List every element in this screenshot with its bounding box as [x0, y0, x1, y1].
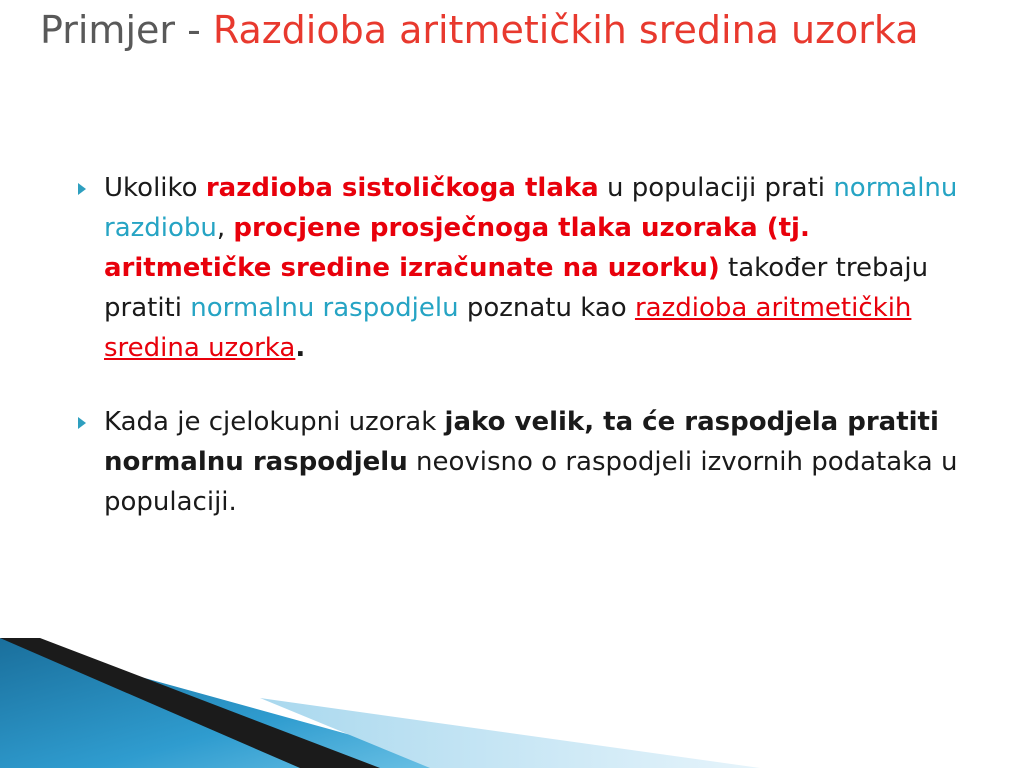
triangle-bullet-icon	[78, 417, 86, 429]
hyperlink-razdioba[interactable]: razdioba aritmetičkih sredina uzorka	[104, 293, 912, 363]
text-segment: neovisno o raspodjeli izvornih podataka u populaciji.	[104, 447, 958, 517]
highlight-red: razdioba sistoličkoga tlaka	[205, 173, 599, 203]
highlight-cyan: normalnu razdiobu	[104, 173, 958, 243]
highlight-red: procjene prosječnoga tlaka uzoraka (tj. aritmetičke sredine izračunate na uzorku)	[104, 213, 810, 283]
text-segment: također trebaju pratiti	[104, 253, 929, 323]
text-segment: Kada je cjelokupni uzorak	[104, 407, 445, 437]
text-segment: .	[295, 333, 306, 363]
title-highlight: Razdioba aritmetičkih sredina uzorka	[212, 8, 919, 52]
bullet-list	[78, 168, 958, 556]
bullet-item-1	[78, 168, 958, 368]
highlight-bold: jako velik, ta će raspodjela pratiti normalnu raspodjelu	[104, 407, 939, 477]
text-segment: ,	[216, 213, 234, 243]
text-segment: u populaciji prati	[598, 173, 834, 203]
highlight-cyan: normalnu raspodjelu	[190, 293, 459, 323]
bullet-item-2	[78, 402, 958, 522]
slide-title	[40, 6, 990, 54]
title-prefix: Primjer -	[40, 8, 213, 52]
text-segment: poznatu kao	[458, 293, 635, 323]
text-segment: Ukoliko	[104, 173, 206, 203]
triangle-bullet-icon	[78, 183, 86, 195]
decorative-corner-swoosh	[0, 638, 1024, 768]
